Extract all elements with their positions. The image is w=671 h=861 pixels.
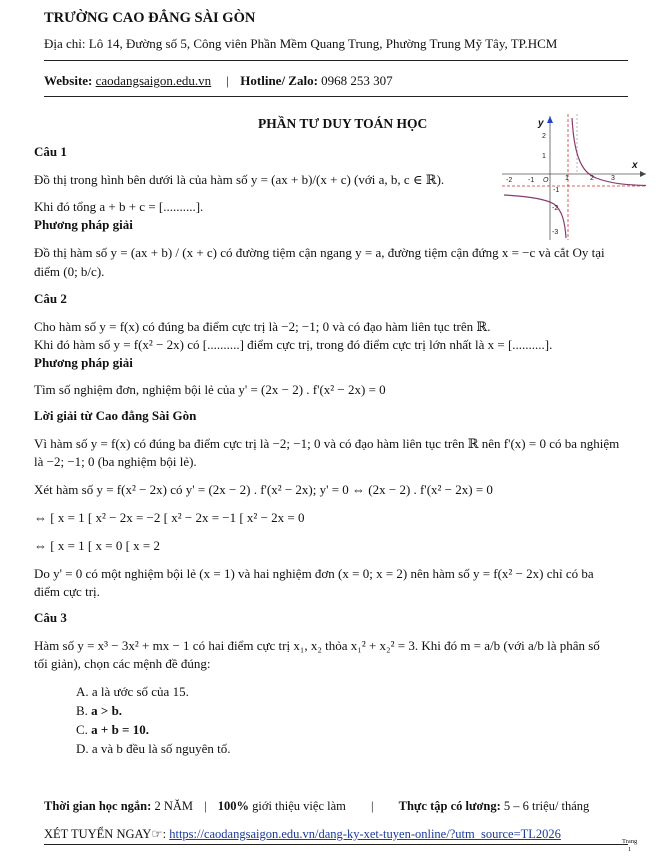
page-number-box: [622, 838, 637, 854]
q1-method-line2: điểm (0; b/c).: [34, 264, 105, 279]
x-tick-label: -2: [506, 177, 513, 184]
hotline-label: Hotline/ Zalo:: [240, 73, 318, 88]
apply-line: [44, 826, 561, 842]
footer-separator: |: [204, 799, 207, 813]
x-tick-label: 1: [565, 175, 569, 182]
x-tick-label: O: [543, 177, 549, 184]
section-title: PHẦN TƯ DUY TOÁN HỌC: [258, 116, 428, 131]
q2-method-title: Phương pháp giải: [34, 355, 133, 370]
q2-solution-line2: là −2; −1; 0 (ba nghiệm bội lẻ).: [34, 454, 197, 469]
q2-line1: Cho hàm số y = f(x) có đúng ba điểm cực trị là −2; −1; 0 và có đạo hàm liên tục trên ℝ.: [34, 319, 491, 334]
q1-line2: Khi đó tổng a + b + c = [..........].: [34, 199, 204, 214]
y-axis-label: y: [538, 118, 544, 129]
option-label: D.: [76, 741, 89, 756]
y-tick-label: -2: [552, 205, 559, 212]
duration-value: 2 NĂM: [154, 799, 193, 813]
page-number: 1: [628, 846, 632, 853]
q1-line1: Đồ thị trong hình bên dưới là của hàm số y = (ax + b)/(x + c) (với a, b, c ∈ ℝ).: [34, 172, 445, 187]
hyperbola-graph: [500, 112, 650, 242]
x-tick-label: 2: [590, 175, 594, 182]
option-label: B.: [76, 703, 88, 718]
footer-separator: |: [371, 799, 374, 813]
header-divider-top: [44, 60, 628, 61]
x-axis-arrow: [640, 171, 646, 177]
q3-option-b: [76, 703, 122, 719]
contact-separator: |: [226, 73, 230, 88]
q2-method-line: Tìm số nghiệm đơn, nghiệm bội lẻ của y' = (2x − 2) . f'(x² − 2x) = 0: [34, 382, 386, 397]
q2-solution-line1: Vì hàm số y = f(x) có đúng ba điểm cực trị là −2; −1; 0 và có đạo hàm liên tục trên ℝ nên f'(x) = 0 có ba nghiệm: [34, 436, 620, 451]
intern-label: Thực tập có lương:: [398, 799, 501, 813]
y-tick-label: -3: [552, 229, 559, 236]
contact-line: [44, 73, 393, 89]
curve-right-branch: [572, 118, 646, 186]
option-label: A.: [76, 684, 89, 699]
q3-line2: tối giản), chọn các mệnh đề đúng:: [34, 656, 211, 671]
website-link[interactable]: caodangsaigon.edu.vn: [95, 73, 212, 88]
page-label: Trang: [622, 838, 638, 845]
school-address: Địa chỉ: Lô 14, Đường số 5, Công viên Phần Mềm Quang Trung, Phường Trung Mỹ Tây, TP.HCM: [44, 36, 558, 51]
option-label: C.: [76, 722, 88, 737]
school-name: TRƯỜNG CAO ĐẲNG SÀI GÒN: [44, 10, 256, 26]
q3-title: Câu 3: [34, 610, 67, 625]
option-text: a là ước số của 15.: [91, 684, 189, 699]
q2-line2: Khi đó hàm số y = f(x² − 2x) có [..........] điểm cực trị, trong đó điểm cực trị lớn nhất là x = [..........].: [34, 337, 553, 352]
intern-value: 5 – 6 triệu/ tháng: [503, 799, 590, 813]
y-tick-label: 1: [542, 153, 546, 160]
hotline-number: 0968 253 307: [321, 73, 393, 88]
q2-solution-line3: Xét hàm số y = f(x² − 2x) có y' = (2x − 2) . f'(x² − 2x); y' = 0 ⇔ (2x − 2) . f'(x² − 2x) = 0: [34, 482, 493, 497]
q2-solution-title: Lời giải từ Cao đẳng Sài Gòn: [34, 408, 197, 423]
y-tick-label: -1: [553, 187, 560, 194]
duration-label: Thời gian học ngắn:: [44, 799, 152, 813]
y-tick-label: 2: [542, 133, 546, 140]
q2-solution-line4: ⇔ [ x = 1 [ x² − 2x = −2 [ x² − 2x = −1 [ x² − 2x = 0: [34, 510, 305, 525]
header-divider-bottom: [44, 96, 628, 97]
q2-solution-line7: điểm cực trị.: [34, 584, 100, 599]
q3-option-a: [76, 684, 189, 700]
apply-link[interactable]: https://caodangsaigon.edu.vn/dang-ky-xet-tuyen-online/?utm_source=TL2026: [169, 827, 561, 841]
job-percent: 100%: [217, 799, 249, 813]
y-axis-arrow: [547, 116, 553, 123]
x-tick-label: -1: [528, 177, 535, 184]
q1-method-line1: Đồ thị hàm số y = (ax + b) / (x + c) có đường tiệm cận ngang y = a, đường tiệm cận đứng x = −c và cắt Oy tại: [34, 245, 605, 260]
apply-label: XÉT TUYỂN NGAY☞:: [44, 827, 167, 841]
option-text: a và b đều là số nguyên tố.: [91, 741, 231, 756]
q3-line1: Hàm số y = x³ − 3x² + mx − 1 có hai điểm cực trị x₁, x₂ thỏa x₁² + x₂² = 3. Khi đó m = a/b (với a/b là phân số: [34, 638, 600, 653]
job-text: giới thiệu việc làm: [252, 799, 346, 813]
x-axis-label: x: [632, 160, 638, 171]
option-text: a + b = 10.: [91, 722, 149, 737]
q2-solution-line5: ⇔ [ x = 1 [ x = 0 [ x = 2: [34, 538, 160, 553]
q2-solution-line6: Do y' = 0 có một nghiệm bội lẻ (x = 1) và hai nghiệm đơn (x = 0; x = 2) nên hàm số y = f(x² − 2x) chỉ có ba: [34, 566, 594, 581]
x-tick-label: 3: [611, 175, 615, 182]
q2-title: Câu 2: [34, 291, 67, 306]
website-label: Website:: [44, 73, 93, 88]
q3-option-d: [76, 741, 231, 757]
q1-title: Câu 1: [34, 144, 67, 159]
option-text: a > b.: [91, 703, 123, 718]
footer-divider: [44, 844, 628, 845]
q1-method-title: Phương pháp giải: [34, 217, 133, 232]
footer-info-line: [44, 799, 589, 814]
q3-option-c: [76, 722, 149, 738]
